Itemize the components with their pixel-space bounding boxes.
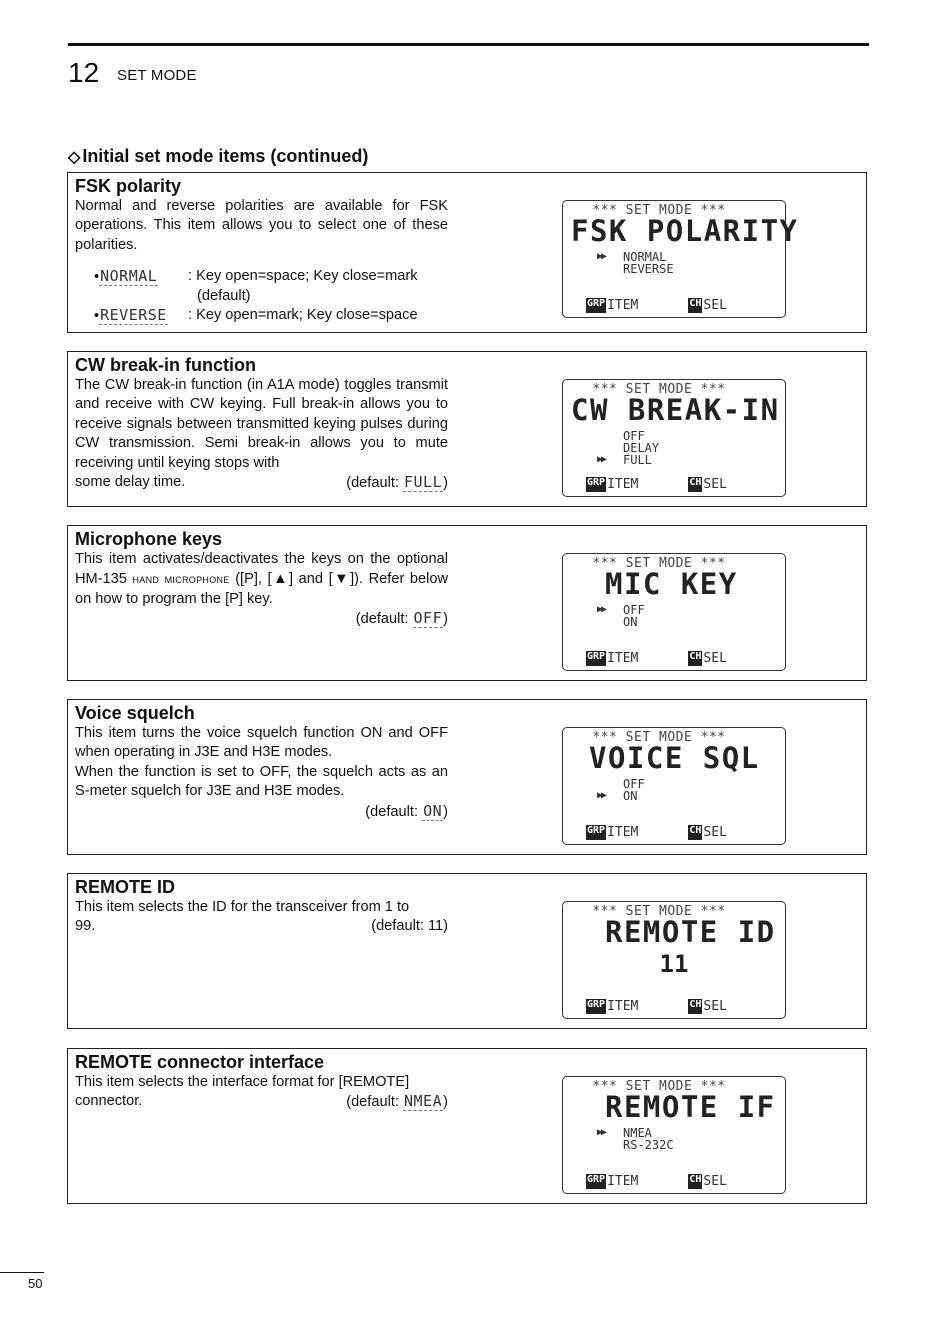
description-text: The CW break-in function (in A1A mode) toggles transmit and receive with CW keying. Full break-in allows you to receive signals between transmitted keying pulses during CW transmission. Semi break-in allows you to mute receiving until keying stops with xyxy=(75,377,448,471)
item-microphone-keys xyxy=(67,525,867,681)
lcd-item-name: CW BREAK-IN xyxy=(571,393,780,427)
default-value: (default: ON) xyxy=(365,801,448,820)
lcd-display xyxy=(562,379,786,497)
header-rule xyxy=(68,43,869,46)
lcd-item-name: MIC KEY xyxy=(605,567,738,601)
selector-arrow-icon: ▶▶ xyxy=(597,251,606,262)
default-value: (default: NMEA) xyxy=(346,1092,448,1111)
option-row: •REVERSE : Key open=mark; Key close=space xyxy=(94,306,418,325)
chapter-title: SET MODE xyxy=(117,67,197,84)
description-text: When the function is set to OFF, the squelch acts as an S-meter squelch for J3E and H3E modes. xyxy=(75,763,448,800)
default-value: (default: 11) xyxy=(371,918,448,935)
description-text: This item turns the voice squelch function ON and OFF when operating in J3E and H3E modes. xyxy=(75,725,448,761)
lcd-footer: GRP ITEM CH SEL xyxy=(587,999,727,1014)
default-value: (default: OFF) xyxy=(355,609,448,628)
lcd-footer: GRP ITEM CH SEL xyxy=(587,298,727,313)
chapter-number: 12 xyxy=(68,57,100,88)
footer-rule xyxy=(0,1272,44,1273)
item-title: REMOTE ID xyxy=(75,877,176,897)
item-cw-break-in xyxy=(67,351,867,507)
lcd-value: 11 xyxy=(659,950,689,978)
lcd-footer: GRP ITEM CH SEL xyxy=(587,1174,727,1189)
default-value: (default: FULL) xyxy=(346,473,448,492)
item-description xyxy=(75,550,448,630)
lcd-display xyxy=(562,553,786,671)
lcd-item-name: REMOTE ID xyxy=(605,915,776,949)
lcd-text-reverse: REVERSE xyxy=(100,306,167,325)
lcd-item-name: FSK POLARITY xyxy=(571,214,799,248)
lcd-display xyxy=(562,901,786,1019)
item-title: CW break-in function xyxy=(75,355,256,375)
option-row: •NORMAL : Key open=space; Key close=mark (default) xyxy=(94,267,418,304)
item-title: Voice squelch xyxy=(75,703,195,723)
item-description: This item selects the interface format for [REMOTE] connector. (default: NMEA) xyxy=(75,1073,448,1113)
lcd-display xyxy=(562,727,786,845)
item-voice-squelch xyxy=(67,699,867,855)
lcd-header: *** SET MODE *** xyxy=(592,203,726,218)
lcd-display xyxy=(562,200,799,318)
item-remote-interface xyxy=(67,1048,867,1204)
section-heading-text: Initial set mode items (continued) xyxy=(82,146,369,166)
section-heading xyxy=(68,146,368,167)
lcd-header: *** SET MODE *** xyxy=(592,556,726,571)
item-description: This item selects the ID for the transceiver from 1 to 99. (default: 11) xyxy=(75,898,448,937)
lcd-text-normal: NORMAL xyxy=(100,267,158,286)
lcd-options: ▶▶ OFF ON xyxy=(597,603,645,629)
lcd-display xyxy=(562,1076,786,1194)
description-text: This item selects the ID for the transceiver from 1 to xyxy=(75,899,410,915)
lcd-header: *** SET MODE *** xyxy=(592,904,726,919)
item-title: FSK polarity xyxy=(75,176,182,196)
lcd-header: *** SET MODE *** xyxy=(592,730,726,745)
item-remote-id xyxy=(67,873,867,1029)
lcd-footer: GRP ITEM CH SEL xyxy=(587,651,727,666)
item-title: Microphone keys xyxy=(75,529,223,549)
item-description: The CW break-in function (in A1A mode) toggles transmit and receive with CW keying. Full break-in allows you to receive signals between transmitted keying pulses during CW transmission. Semi break-in allows you to mute receiving until keying stops with some delay time. (default: FULL) xyxy=(75,376,448,493)
item-fsk-polarity xyxy=(67,172,867,333)
lcd-item-name: REMOTE IF xyxy=(605,1090,776,1124)
lcd-options: OFF ▶▶ ON xyxy=(597,777,645,803)
lcd-options: OFF DELAY ▶▶ FULL xyxy=(597,429,660,467)
item-description xyxy=(75,724,448,822)
selector-arrow-icon: ▶▶ xyxy=(597,1127,606,1138)
page-number: 50 xyxy=(28,1276,43,1291)
diamond-icon: ◇ xyxy=(68,149,81,166)
description-text: This item selects the interface format for [REMOTE] xyxy=(75,1074,410,1090)
selector-arrow-icon: ▶▶ xyxy=(597,604,606,615)
lcd-options: ▶▶ NMEA RS-232C xyxy=(597,1126,674,1152)
selector-arrow-icon: ▶▶ xyxy=(597,454,606,465)
lcd-item-name: VOICE SQL xyxy=(589,741,760,775)
item-description xyxy=(75,197,448,326)
lcd-header: *** SET MODE *** xyxy=(592,1079,726,1094)
lcd-options: ▶▶ NORMAL REVERSE xyxy=(597,250,674,276)
lcd-footer: GRP ITEM CH SEL xyxy=(587,477,727,492)
item-title: REMOTE connector interface xyxy=(75,1052,325,1072)
description-text: This item activates/deactivates the keys on the optional HM-135 hand microphone ([P], [▲] and [▼]). Refer below on how to program the [P] key. xyxy=(75,551,449,607)
lcd-footer: GRP ITEM CH SEL xyxy=(587,825,727,840)
option-list xyxy=(75,267,448,326)
selector-arrow-icon: ▶▶ xyxy=(597,790,606,801)
description-text: Normal and reverse polarities are available for FSK operations. This item allows you to select one of these polarities. xyxy=(75,198,448,253)
lcd-header: *** SET MODE *** xyxy=(592,382,726,397)
